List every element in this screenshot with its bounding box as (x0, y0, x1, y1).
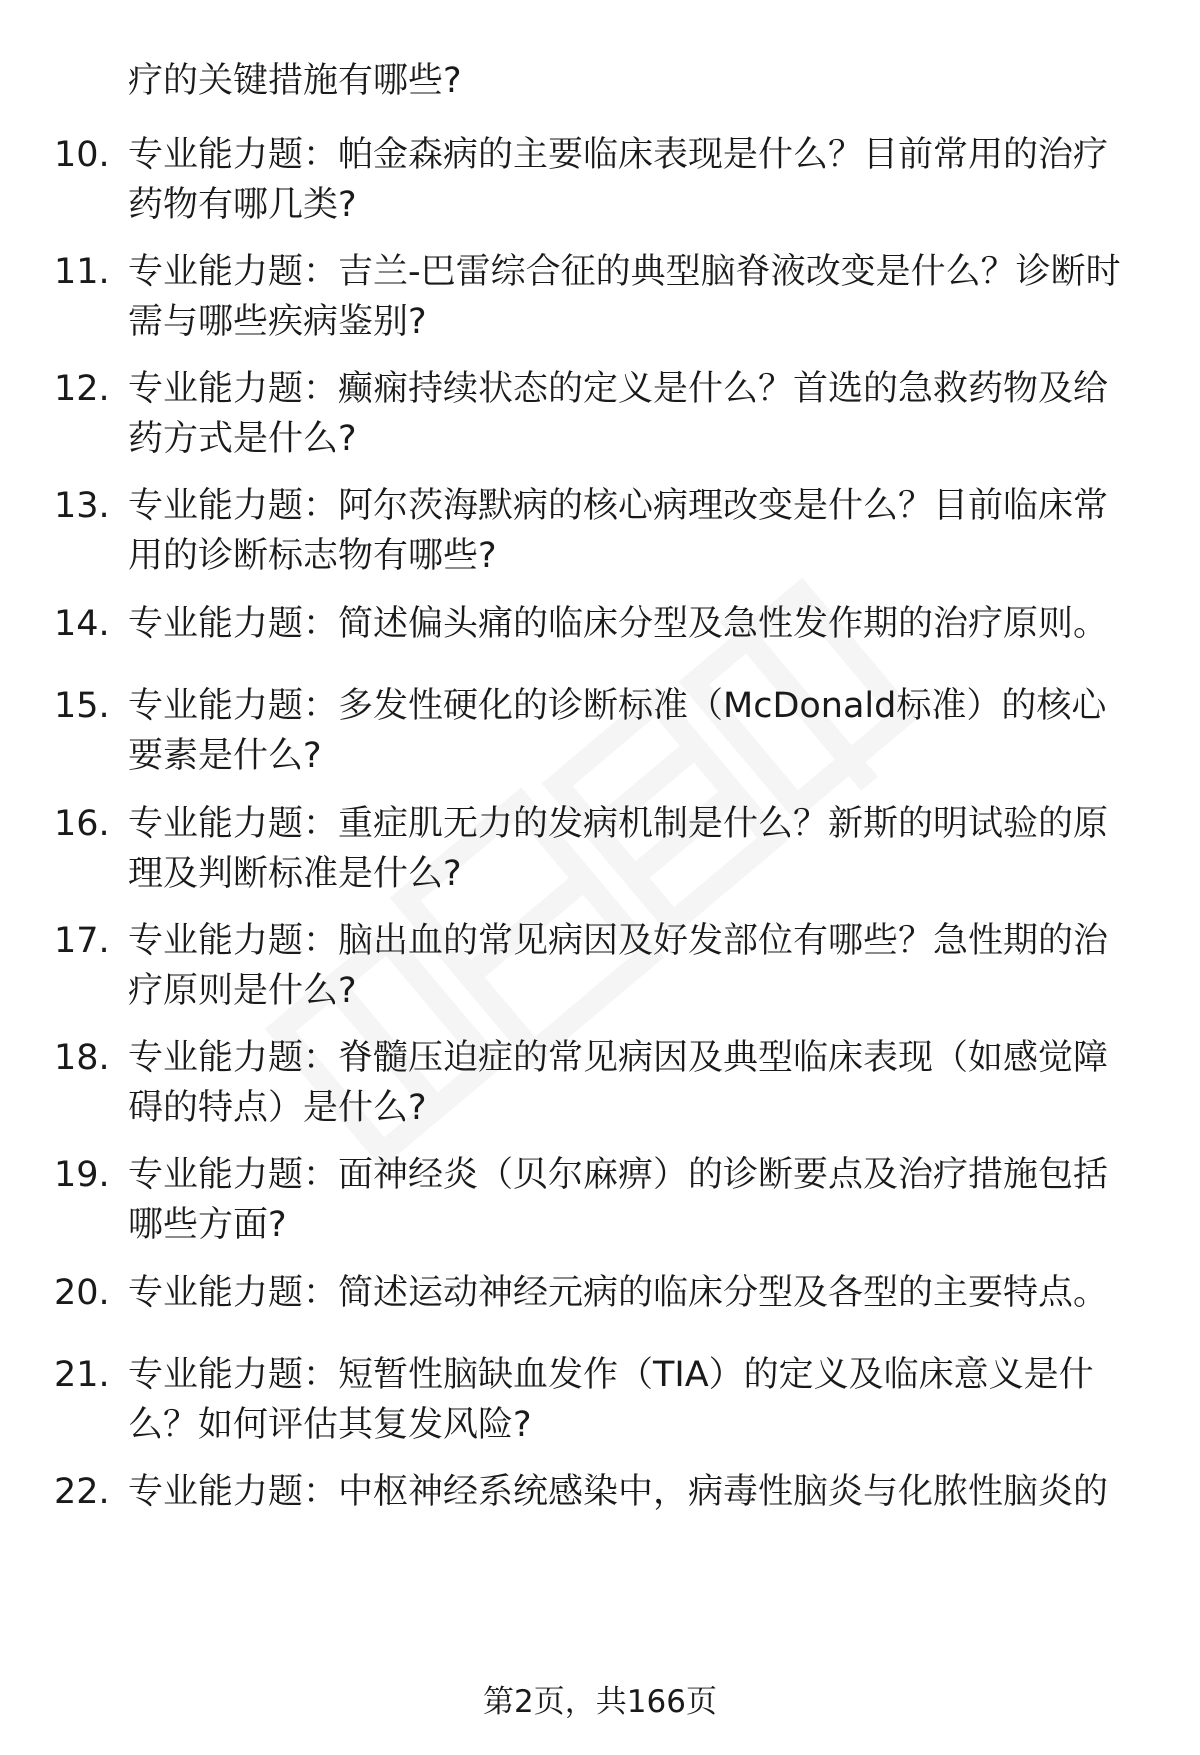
question-number: 19. (54, 1155, 110, 1195)
question-text-line: 疗原则是什么? (128, 971, 357, 1011)
question-text-line: 药物有哪几类? (128, 185, 357, 225)
question-text-line: 专业能力题：短暂性脑缺血发作（TIA）的定义及临床意义是什 (128, 1355, 1094, 1395)
question-text-line: 理及判断标准是什么? (128, 854, 462, 894)
question-text (128, 247, 1158, 347)
question-text (128, 1268, 1158, 1318)
question-text (128, 481, 1158, 581)
question-number: 12. (54, 369, 110, 409)
question-text (128, 1033, 1158, 1133)
question-number: 22. (54, 1472, 110, 1512)
question-number: 21. (54, 1355, 110, 1395)
question-text-line: 专业能力题：吉兰-巴雷综合征的典型脑脊液改变是什么？诊断时 (128, 252, 1121, 292)
question-text-line: 专业能力题：帕金森病的主要临床表现是什么？目前常用的治疗 (128, 135, 1109, 175)
question-text (128, 1350, 1158, 1450)
question-text-line: 专业能力题：阿尔茨海默病的核心病理改变是什么？目前临床常 (128, 486, 1109, 526)
question-text-line: 专业能力题：脊髓压迫症的常见病因及典型临床表现（如感觉障 (128, 1038, 1109, 1078)
question-text-line: 专业能力题：简述运动神经元病的临床分型及各型的主要特点。 (128, 1273, 1109, 1313)
continuation-text: 疗的关键措施有哪些? (128, 61, 462, 101)
question-text-line: 专业能力题：简述偏头痛的临床分型及急性发作期的治疗原则。 (128, 604, 1109, 644)
question-text (128, 799, 1158, 899)
question-text-line: 要素是什么? (128, 736, 322, 776)
question-number: 13. (54, 486, 110, 526)
question-text-line: 么？如何评估其复发风险? (128, 1405, 532, 1445)
question-number: 20. (54, 1273, 110, 1313)
question-text-line: 专业能力题：癫痫持续状态的定义是什么？首选的急救药物及给 (128, 369, 1109, 409)
question-text (128, 1150, 1158, 1250)
question-text-line: 专业能力题：重症肌无力的发病机制是什么？新斯的明试验的原 (128, 804, 1109, 844)
question-number: 17. (54, 921, 110, 961)
question-text-line: 药方式是什么? (128, 419, 357, 459)
question-text-line: 专业能力题：面神经炎（贝尔麻痹）的诊断要点及治疗措施包括 (128, 1155, 1109, 1195)
page-footer: 第2页，共166页 (483, 1684, 717, 1720)
question-text-line: 碍的特点）是什么? (128, 1088, 427, 1128)
question-number: 16. (54, 804, 110, 844)
question-text (128, 681, 1158, 781)
question-number: 10. (54, 135, 110, 175)
question-text (128, 916, 1158, 1016)
question-text-line: 专业能力题：中枢神经系统感染中，病毒性脑炎与化脓性脑炎的 (128, 1472, 1109, 1512)
question-number: 14. (54, 604, 110, 644)
question-number: 15. (54, 686, 110, 726)
question-text-line: 用的诊断标志物有哪些? (128, 536, 497, 576)
question-text-line: 需与哪些疾病鉴别? (128, 302, 427, 342)
question-number: 18. (54, 1038, 110, 1078)
question-number: 11. (54, 252, 110, 292)
question-text (128, 364, 1158, 464)
question-text (128, 130, 1158, 230)
question-text (128, 599, 1158, 649)
question-text (128, 1467, 1158, 1517)
question-text-line: 专业能力题：脑出血的常见病因及好发部位有哪些？急性期的治 (128, 921, 1109, 961)
question-text-line: 专业能力题：多发性硬化的诊断标准（McDonald标准）的核心 (128, 686, 1107, 726)
question-text-line: 哪些方面? (128, 1205, 287, 1245)
